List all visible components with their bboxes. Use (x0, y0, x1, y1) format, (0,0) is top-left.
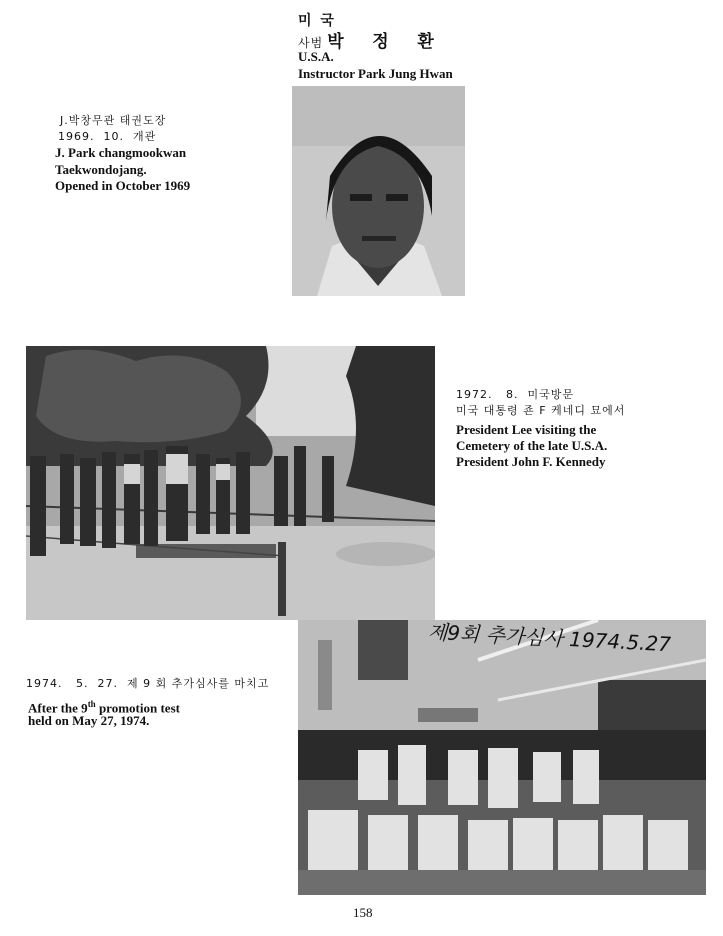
header-country: U.S.A. (298, 49, 334, 64)
caption-1972-en-line1: President Lee visiting the (456, 422, 597, 437)
caption-1969-en-line3: Opened in October 1969 (55, 178, 191, 193)
caption-1969-korean-date: 1969. 10. 개관 (58, 130, 157, 143)
caption-1972-en-line2: Cemetery of the late U.S.A. (456, 438, 608, 453)
caption-1972-en-line3: President John F. Kennedy (456, 454, 606, 469)
photo-handwritten-inscription: 제9회 추가심사 1974.5.27 (427, 620, 672, 657)
caption-1974-korean: 1974. 5. 27. 제 9 회 추가심사를 마치고 (26, 677, 270, 690)
portrait-photo (292, 86, 465, 296)
header-korean-country: 미 국 (298, 13, 336, 29)
kennedy-cemetery-photo (26, 346, 435, 620)
caption-1972-korean-title: 미국 대통령 죤 F 케네디 묘에서 (456, 404, 626, 417)
caption-1972-korean-date: 1972. 8. 미국방문 (456, 388, 574, 401)
caption-1974-en-sup: th (87, 699, 96, 709)
caption-1974-en-pre: After the 9 (28, 700, 88, 716)
header-instructor: Instructor Park Jung Hwan (298, 66, 453, 81)
caption-1974-en-post: promotion test (95, 700, 180, 716)
caption-1974-en-line2: held on May 27, 1974. (28, 713, 150, 728)
promotion-test-group-photo (298, 620, 706, 895)
caption-1969-korean-title: J.박창무관 태권도장 (60, 114, 167, 127)
caption-1969-en-line1: J. Park changmookwan (55, 145, 187, 160)
header-korean-prefix: 사범 (298, 36, 324, 50)
page-number: 158 (353, 905, 373, 920)
caption-1969-en-line2: Taekwondojang. (55, 162, 147, 177)
header-korean-name: 박 정 환 (327, 32, 435, 52)
